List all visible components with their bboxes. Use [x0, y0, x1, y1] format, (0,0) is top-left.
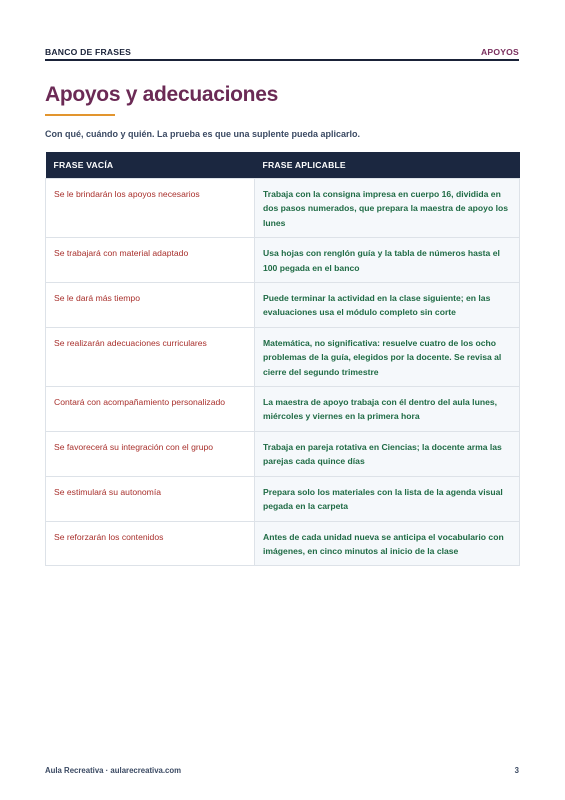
table-row — [46, 283, 520, 328]
empty-phrase-cell: Se reforzarán los contenidos — [46, 521, 255, 566]
applicable-phrase-cell: Prepara solo los materiales con la lista de la agenda visual pegada en la carpeta — [255, 476, 520, 521]
table-row — [46, 238, 520, 283]
running-header — [45, 44, 519, 60]
header-divider — [45, 59, 519, 61]
empty-phrase-cell: Se trabajará con material adaptado — [46, 238, 255, 283]
empty-phrase-cell: Se favorecerá su integración con el grupo — [46, 431, 255, 476]
table-row — [46, 476, 520, 521]
applicable-phrase-cell: Matemática, no significativa: resuelve cuatro de los ocho problemas de la guía, elegidos por la docente. Se revisa al cierre del segundo trimestre — [255, 327, 520, 386]
page-number: 3 — [514, 766, 519, 775]
empty-phrase-cell: Se realizarán adecuaciones curriculares — [46, 327, 255, 386]
applicable-phrase-cell: Usa hojas con renglón guía y la tabla de números hasta el 100 pegada en el banco — [255, 238, 520, 283]
page-subtitle: Con qué, cuándo y quién. La prueba es que una suplente pueda aplicarlo. — [45, 129, 361, 139]
page-footer — [45, 766, 519, 775]
empty-phrase-cell: Se le dará más tiempo — [46, 283, 255, 328]
applicable-phrase-cell: La maestra de apoyo trabaja con él dentro del aula lunes, miércoles y viernes en la primera hora — [255, 387, 520, 432]
table-row — [46, 521, 520, 566]
empty-phrase-cell: Se le brindarán los apoyos necesarios — [46, 179, 255, 238]
applicable-phrase-cell: Trabaja con la consigna impresa en cuerpo 16, dividida en dos pasos numerados, que prepara la maestra de apoyo los lunes — [255, 179, 520, 238]
title-accent-line — [45, 114, 115, 116]
phrase-table — [45, 152, 520, 566]
applicable-phrase-cell: Trabaja en pareja rotativa en Ciencias; la docente arma las parejas cada quince días — [255, 431, 520, 476]
page-title: Apoyos y adecuaciones — [45, 83, 278, 106]
table-row — [46, 327, 520, 386]
column-header-applicable-phrase: FRASE APLICABLE — [255, 152, 520, 179]
header-topic-label: APOYOS — [481, 47, 519, 57]
footer-publisher: Aula Recreativa · aularecreativa.com — [45, 766, 182, 775]
column-header-empty-phrase: FRASE VACÍA — [46, 152, 255, 179]
empty-phrase-cell: Se estimulará su autonomía — [46, 476, 255, 521]
applicable-phrase-cell: Puede terminar la actividad en la clase siguiente; en las evaluaciones usa el módulo completo sin corte — [255, 283, 520, 328]
header-section-label: BANCO DE FRASES — [45, 47, 132, 57]
empty-phrase-cell: Contará con acompañamiento personalizado — [46, 387, 255, 432]
table-header-row — [46, 152, 520, 179]
applicable-phrase-cell: Antes de cada unidad nueva se anticipa el vocabulario con imágenes, en cinco minutos al inicio de la clase — [255, 521, 520, 566]
table-row — [46, 431, 520, 476]
table-row — [46, 179, 520, 238]
table-row — [46, 387, 520, 432]
page — [45, 0, 519, 800]
